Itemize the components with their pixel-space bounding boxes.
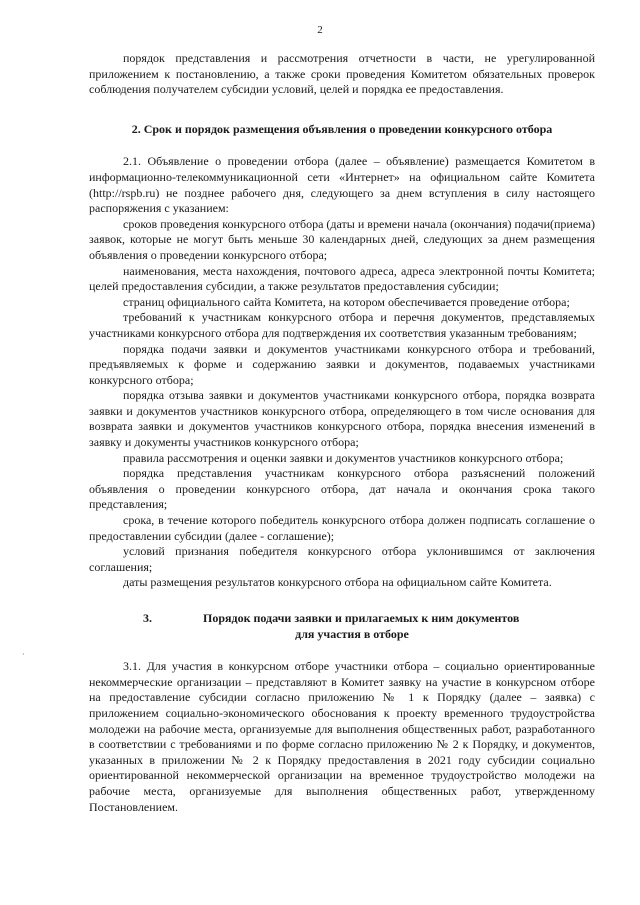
margin-mark: · xyxy=(22,650,25,659)
section-2-heading: 2. Срок и порядок размещения объявления о проведении конкурсного отбора xyxy=(131,121,553,136)
section-2-paragraph: порядка подачи заявки и документов участниками конкурсного отбора и требований, предъявляемых к форме и содержанию заявки и документов, подаваемых участниками конкурсного отбора; xyxy=(89,341,595,387)
section-2-paragraph: требований к участникам конкурсного отбора и перечня документов, представляемых участниками конкурсного отбора для подтверждения их соответствия указанным требованиям; xyxy=(89,310,595,340)
section-2-paragraph: страниц официального сайта Комитета, на котором обеспечивается проведение отбора; xyxy=(123,294,570,309)
section-3-heading-line1: Порядок подачи заявки и прилагаемых к ним документов xyxy=(203,611,520,625)
section-3-heading xyxy=(89,611,595,642)
section-3-body xyxy=(89,659,595,815)
section-2-paragraph: 2.1. Объявление о проведении отбора (далее – объявление) размещается Комитетом в информационно-телекоммуникационной сети «Интернет» на официальном сайте Комитета (http://rspb.ru) не позднее рабочего дня, следующего за днем вступления в силу настоящего распоряжения с указанием: xyxy=(89,154,595,216)
section-2-paragraph: порядка отзыва заявки и документов участниками конкурсного отбора, порядка возврата заявки и документов участников конкурсного отбора, определяющего в том числе основания для возврата заявки и документов участников конкурсного отбора, порядка внесения изменений в заявку и документы участников конкурсного отбора; xyxy=(89,388,595,450)
section-2-paragraph: срока, в течение которого победитель конкурсного отбора должен подписать соглашение о предоставлении субсидии (далее - соглашение); xyxy=(89,513,595,543)
intro-paragraph: порядок представления и рассмотрения отчетности в части, не урегулированной приложением к постановлению, а также сроки проведения Комитетом обязательных проверок соблюдения получателем субсидии условий, целей и порядка ее предоставления. xyxy=(89,51,595,97)
section-2-paragraph: условий признания победителя конкурсного отбора уклонившимся от заключения соглашения; xyxy=(89,544,595,574)
document-body xyxy=(89,51,595,815)
section-2-paragraph: сроков проведения конкурсного отбора (даты и времени начала (окончания) подачи(приема) заявок, которые не могут быть меньше 30 календарных дней, следующих за днем размещения объявления о проведении конкурсного отбора; xyxy=(89,216,595,262)
section-2-paragraph: порядка представления участникам конкурсного отбора разъяснений положений объявления о проведении конкурсного отбора, дат начала и окончания срока такого представления; xyxy=(89,466,595,512)
section-2-paragraph: правила рассмотрения и оценки заявки и документов участников конкурсного отбора; xyxy=(123,450,564,465)
page-number: 2 xyxy=(317,24,323,36)
section-2-paragraph: даты размещения результатов конкурсного отбора на официальном сайте Комитета. xyxy=(123,575,552,590)
section-2-body xyxy=(89,154,595,591)
section-2-paragraph: наименования, места нахождения, почтового адреса, адреса электронной почты Комитета; целей предоставления субсидии, а также результатов предоставления субсидии; xyxy=(89,263,595,294)
section-3-paragraph: 3.1. Для участия в конкурсном отборе участники отбора – социально ориентированные некоммерческие организации – представляют в Комитет заявку на участие в конкурсном отборе на предоставление субсидии согласно приложению № 1 к Порядку (далее – заявка) с приложением социально-экономического обоснования к проекту временного трудоустройства молодежи на рабочие места, организуемые для выполнения общественных работ, разработанного в соответствии с требованиями и по форме согласно приложению № 2 к Порядку, и документов, указанных в приложении № 2 к Порядку предоставления в 2021 году субсидии социально ориентированной некоммерческой организации на временное трудоустройство молодежи на рабочие места, организуемые для выполнения общественных работ, утвержденному Постановлением. xyxy=(89,659,595,814)
section-3-heading-line2: для участия в отборе xyxy=(295,626,409,641)
section-3-number: 3. xyxy=(143,611,152,625)
